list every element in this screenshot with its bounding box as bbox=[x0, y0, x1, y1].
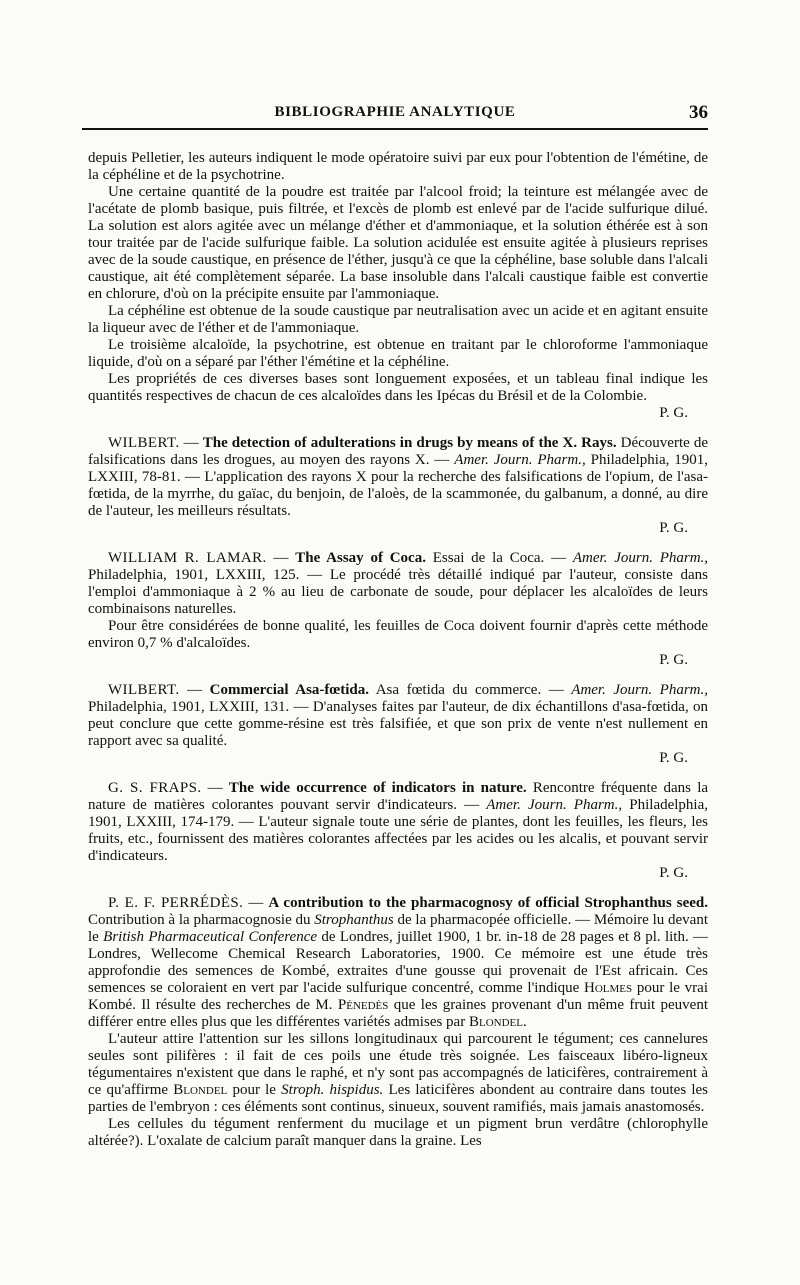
entry-text: L'auteur attire l'attention sur les sillons longitudinaux qui parcourent le tégument; ces cannelures seules sont pilifères : il fait de ces poils une étude très soignée. Les faisceaux libéro-ligneux tégumentaires n'existent que dans le raphé, et n'y sont pas accompagnés de laticifères, contrairement à ce qu'affirme bbox=[88, 1031, 708, 1098]
review-entry: G. S. FRAPS. — The wide occurrence of indicators in nature. Rencontre fréquente dans la nature de matières colorantes pouvant servir d'indicateurs. — Amer. Journ. Pharm., Philadelphia, 1901, LXXIII, 174-179. — L'auteur signale toute une série de plantes, dont les feuilles, les fleurs, les fruits, etc., fournissent des matières colorantes affectées par les acides ou les alcalis, et pouvant servir d'indicateurs. P. G. bbox=[88, 780, 709, 881]
entry-source: Amer. Journ. Pharm., bbox=[571, 682, 709, 698]
entry-text: de la pharmacopée officielle. — Mémoire lu devant le bbox=[88, 912, 708, 945]
entry-text: Les laticifères abondent au contraire dans toutes les parties de l'embryon : ces éléments sont continus, sinueux, souvent ramifiés, mais jamais anastomosés. bbox=[88, 1082, 709, 1115]
paragraph: La céphéline est obtenue de la soude caustique par neutralisation avec un acide et en agitant ensuite la liqueur avec de l'éther et de l'ammoniaque. bbox=[88, 303, 708, 336]
entry-title: Commercial Asa-fœtida. bbox=[209, 682, 369, 698]
review-entry: WILBERT. — The detection of adulterations in drugs by means of the X. Rays. Découverte de falsifications dans les drogues, au moyen des rayons X. — Amer. Journ. Pharm., Philadelphia, 1901, LXXIII, 78-81. — L'application des rayons X pour la recherche des falsifications de l'opium, de l'asa-fœtida, de la myrrhe, du gaïac, du benjoin, de l'aloès, de la scammonée, du galbanum, a donné, au dire de l'auteur, les meilleurs résultats. P. G. bbox=[88, 435, 709, 536]
entry-text: L'application des rayons X pour la recherche des falsifications de l'opium, de l'asa-fœtida, de la myrrhe, du gaïac, du benjoin, de l'aloès, de la scammonée, du galbanum, a donné, au dire de l'auteur, les meilleurs résultats. bbox=[88, 469, 709, 519]
conference-name: British Pharmaceutical Conference bbox=[103, 929, 318, 945]
entry-text: L'auteur signale toute une série de plantes, dont les feuilles, les fleurs, les fruits, etc., fournissent des matières colorantes affectées par les acides ou les alcalis, et pouvant servir d'indicateurs. bbox=[88, 814, 709, 864]
entry-source: Amer. Journ. Pharm., bbox=[572, 550, 709, 566]
cited-author: Blondel bbox=[173, 1082, 228, 1098]
entry-title: A contribution to the pharmacognosy of official Strophanthus seed. bbox=[268, 895, 709, 911]
paragraph: Une certaine quantité de la poudre est traitée par l'alcool froid; la teinture est mélangée avec de l'acétate de plomb basique, puis filtrée, et l'excès de plomb est enlevé par de l'acide sulfurique dilué. La solution est alors agitée avec un mélange d'éther et d'ammoniaque, et la solution éthérée est à son tour traitée par de l'acide sulfurique faible. La solution acidulée est ensuite agitée à plusieurs reprises avec de la soude caustique, en présence de l'éther, jusqu'à ce que la céphéline, base soluble dans l'alcali caustique, ait été complètement séparée. La base insoluble dans l'alcali caustique faible est convertie en chlorure, d'où on la précipite ensuite par l'ammoniaque. bbox=[88, 184, 708, 302]
signature: P. G. bbox=[659, 865, 688, 881]
entry-author: P. E. F. PERRÉDÈS. bbox=[108, 895, 244, 911]
review-entry: WILLIAM R. LAMAR. — The Assay of Coca. Essai de la Coca. — Amer. Journ. Pharm., Philadelphia, 1901, LXXIII, 125. — Le procédé très détaillé indiqué par l'auteur, consiste dans l'emploi d'ammoniaque à 2 % au lieu de carbonate de soude, pour déplacer les alcaloïdes de leurs combinaisons naturelles. Pour être considérées de bonne qualité, les feuilles de Coca doivent fournir d'après cette méthode environ 0,7 % d'alcaloïdes. P. G. bbox=[88, 550, 709, 668]
page-number: 36 bbox=[689, 102, 708, 123]
entry-author: G. S. FRAPS. bbox=[108, 780, 202, 796]
entry-text: de Londres, juillet 1900, 1 br. in-18 de 28 pages et 8 pl. lith. — Londres, Wellecome Chemical Research Laboratories, 1900. Ce mémoire est une étude très approfondie des semences de Kombé, extraites d'une gousse qui provenait de l'Est africain. Ces semences se coloraient en vert par l'acide sulfurique concentré, comme l'indique bbox=[88, 929, 709, 996]
entry-text: que les graines provenant d'un même fruit peuvent différer entre elles plus que les différentes variétés admises par bbox=[88, 997, 709, 1030]
running-title: BIBLIOGRAPHIE ANALYTIQUE bbox=[274, 104, 516, 120]
signature: P. G. bbox=[659, 652, 688, 668]
entry-text: pour le bbox=[232, 1082, 276, 1098]
entry-source: Amer. Journ. Pharm., bbox=[454, 452, 586, 468]
entry-summary: Rencontre fréquente dans la nature de matières colorantes pouvant servir d'indicateurs. bbox=[88, 780, 709, 813]
signature: P. G. bbox=[659, 750, 688, 766]
entry-author: WILBERT. bbox=[108, 435, 180, 451]
entry-summary: Asa fœtida du commerce. bbox=[375, 682, 542, 698]
entry-title: The wide occurrence of indicators in nature. bbox=[228, 780, 527, 796]
paragraph: depuis Pelletier, les auteurs indiquent le mode opératoire suivi par eux pour l'obtention de l'émétine, de la céphéline et de la psychotrine. bbox=[88, 150, 708, 183]
entry-source: Amer. Journ. Pharm., bbox=[486, 797, 623, 813]
entry-text: Contribution à la pharmacognosie du bbox=[88, 912, 311, 928]
signature: P. G. bbox=[659, 520, 688, 536]
cited-author: Pénedès bbox=[337, 997, 389, 1013]
article-body bbox=[88, 150, 708, 1150]
paragraph: Les cellules du tégument renferment du mucilage et un pigment brun verdâtre (chlorophylle altérée?). L'oxalate de calcium paraît manquer dans la graine. Les bbox=[88, 1116, 708, 1149]
review-entry: P. E. F. PERRÉDÈS. — A contribution to the pharmacognosy of official Strophanthus seed. Contribution à la pharmacognosie du Strophanthus de la pharmacopée officielle. — Mémoire lu devant le British Pharmaceutical Conference de Londres, juillet 1900, 1 br. in-18 de 28 pages et 8 pl. lith. — Londres, Wellecome Chemical Research Laboratories, 1900. Ce mémoire est une étude très approfondie des semences de Kombé, extraites d'une gousse qui provenait de l'Est africain. Ces semences se coloraient en vert par l'acide sulfurique concentré, comme l'indique Holmes pour le vrai Kombé. Il résulte des recherches de M. Pénedès que les graines provenant d'un même fruit peuvent différer entre elles plus que les différentes variétés admises par Blondel. L'auteur attire l'attention sur les sillons longitudinaux qui parcourent le tégument; ces cannelures seules sont pilifères : il fait de ces poils une étude très soignée. Les faisceaux libéro-ligneux tégumentaires n'existent que dans le raphé, et n'y sont pas accompagnés de laticifères, contrairement à ce qu'affirme Blondel pour le Stroph. hispidus. Les laticifères abondent au contraire dans toutes les parties de l'embryon : ces éléments sont continus, sinueux, souvent ramifiés, mais jamais anastomosés. Les cellules du tégument renferment du mucilage et un pigment brun verdâtre (chlorophylle altérée?). L'oxalate de calcium paraît manquer dans la graine. Les bbox=[88, 895, 709, 1149]
entry-author: WILBERT. bbox=[108, 682, 180, 698]
continued-review bbox=[88, 150, 708, 422]
paragraph: Les propriétés de ces diverses bases sont longuement exposées, et un tableau final indique les quantités respectives de chacun de ces alcaloïdes dans les Ipécas du Brésil et de la Colombie. bbox=[88, 371, 708, 404]
signature: P. G. bbox=[659, 405, 688, 421]
entry-citation: Philadelphia, 1901, LXXIII, 78-81. bbox=[88, 452, 708, 485]
entry-extra: Pour être considérées de bonne qualité, les feuilles de Coca doivent fournir d'après cette méthode environ 0,7 % d'alcaloïdes. bbox=[88, 618, 708, 651]
cited-author: Holmes bbox=[584, 980, 633, 996]
header-rule bbox=[82, 128, 708, 130]
entry-author: WILLIAM R. LAMAR. bbox=[108, 550, 267, 566]
entry-text: D'analyses faites par l'auteur, de dix échantillons d'asa-fœtida, on peut conclure que cette gomme-résine est très falsifiée, et que son prix de vente n'est nullement en rapport avec sa qualité. bbox=[88, 699, 708, 749]
entry-text: Le procédé très détaillé indiqué par l'auteur, consiste dans l'emploi d'ammoniaque à 2 % au lieu de carbonate de soude, pour déplacer les alcaloïdes de leurs combinaisons naturelles. bbox=[88, 567, 708, 617]
entry-title: The detection of adulterations in drugs by means of the X. Rays. bbox=[202, 435, 617, 451]
page-header bbox=[82, 104, 708, 126]
entry-text: pour le vrai Kombé. Il résulte des recherches de M. bbox=[88, 980, 708, 1013]
paragraph: Le troisième alcaloïde, la psychotrine, est obtenue en traitant par le chloroforme l'ammoniaque liquide, d'où on a séparé par l'éther l'émétine et la céphéline. bbox=[88, 337, 708, 370]
entry-title: The Assay of Coca. bbox=[295, 550, 426, 566]
entry-citation: Philadelphia, 1901, LXXIII, 131. bbox=[88, 699, 290, 715]
species-name: Stroph. hispidus. bbox=[281, 1082, 384, 1098]
entry-summary: Essai de la Coca. bbox=[432, 550, 545, 566]
genus-name: Strophanthus bbox=[314, 912, 394, 928]
entry-summary: Découverte de falsifications dans les drogues, au moyen des rayons X. bbox=[88, 435, 708, 468]
review-entry: WILBERT. — Commercial Asa-fœtida. Asa fœtida du commerce. — Amer. Journ. Pharm., Philadelphia, 1901, LXXIII, 131. — D'analyses faites par l'auteur, de dix échantillons d'asa-fœtida, on peut conclure que cette gomme-résine est très falsifiée, et que son prix de vente n'est nullement en rapport avec sa qualité. P. G. bbox=[88, 682, 709, 766]
entry-citation: Philadelphia, 1901, LXXIII, 174-179. bbox=[88, 797, 709, 830]
entry-citation: Philadelphia, 1901, LXXIII, 125. bbox=[88, 567, 300, 583]
cited-author: Blondel. bbox=[468, 1014, 527, 1030]
